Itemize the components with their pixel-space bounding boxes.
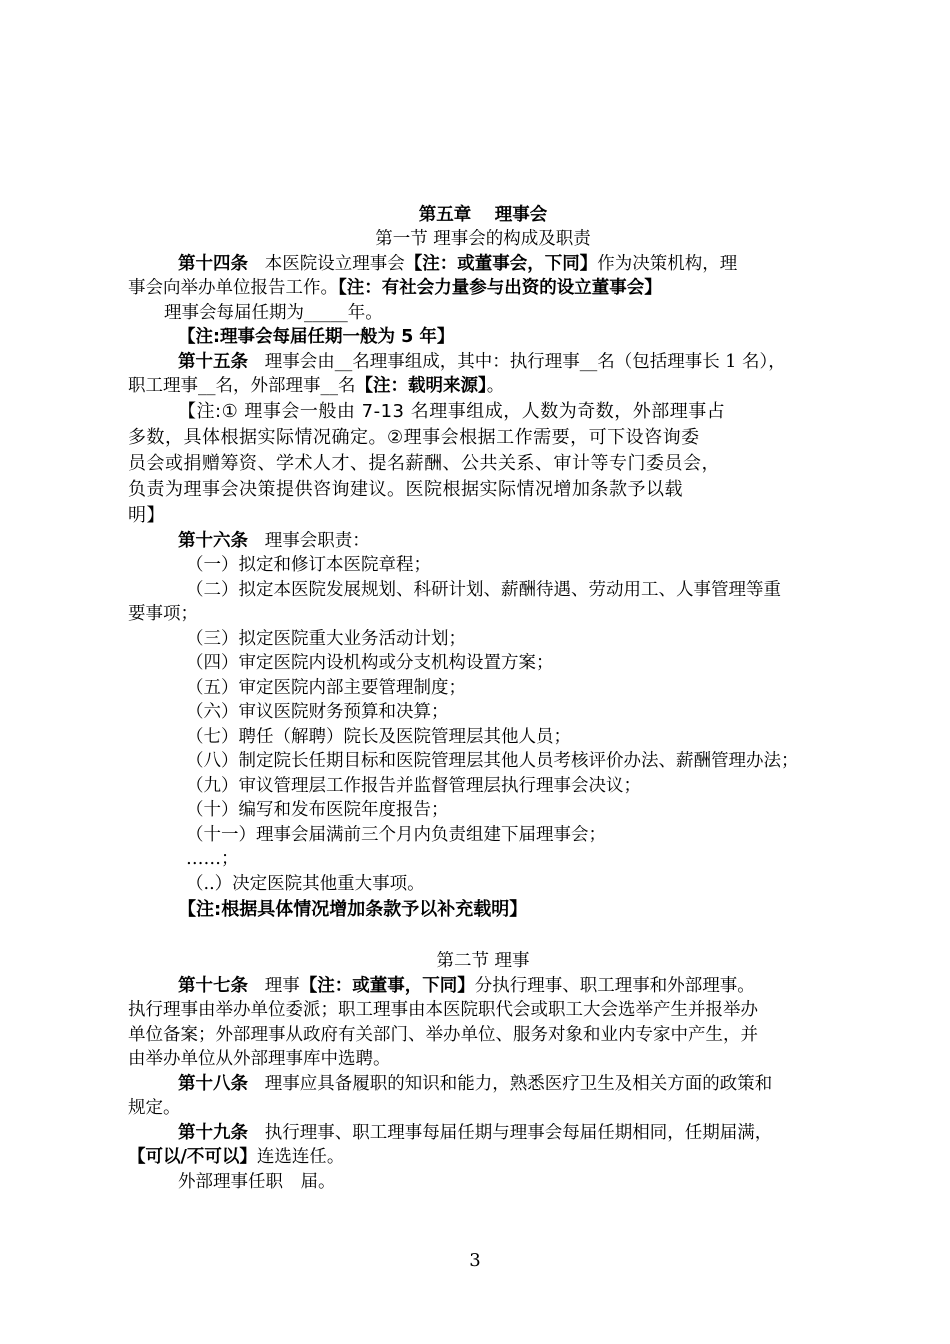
duty-item: （一）拟定和修订本医院章程； bbox=[186, 555, 431, 575]
article-17-line: 单位备案；外部理事从政府有关部门、举办单位、服务对象和业内专家中产生，并 bbox=[128, 1024, 758, 1045]
article-19-line-2 bbox=[128, 1145, 838, 1170]
duty-item: （三）拟定医院重大业务活动计划； bbox=[186, 628, 466, 649]
article-15-note-line: 【注:① 理事会一般由 7-13 名理事组成，人数为奇数，外部理事占 bbox=[178, 400, 726, 422]
section-spacer bbox=[128, 923, 838, 949]
article-text: 职工理事__名，外部理事__名 bbox=[128, 376, 356, 396]
article-16 bbox=[128, 529, 838, 554]
article-14-term-note: 【注:理事会每届任期一般为 5 年】 bbox=[178, 327, 455, 347]
article-text: 分执行理事、职工理事和外部理事。 bbox=[474, 975, 755, 996]
article-18 bbox=[128, 1072, 838, 1097]
article-text: 理事应具备履职的知识和能力，熟悉医疗卫生及相关方面的政策和 bbox=[264, 1073, 773, 1094]
article-19-line-3: 外部理事任职 届。 bbox=[178, 1171, 336, 1192]
article-15 bbox=[128, 350, 838, 375]
article-text: 理事会由__名理事组成，其中：执行理事__名（包括理事长 1 名）， bbox=[264, 351, 786, 372]
article-text: 执行理事、职工理事每届任期与理事会每届任期相同，任期届满， bbox=[264, 1122, 773, 1143]
inline-note: 【注：或董事会，下同】 bbox=[404, 253, 598, 274]
article-text: 事会向举办单位报告工作。 bbox=[128, 278, 338, 298]
duty-item: （六）审议医院财务预算和决算； bbox=[186, 702, 449, 722]
article-18-line-2: 规定。 bbox=[128, 1098, 181, 1118]
inline-note: 【注：载明来源】 bbox=[355, 376, 487, 396]
duty-item: （八）制定院长任期目标和医院管理层其他人员考核评价办法、薪酬管理办法； bbox=[186, 751, 799, 771]
duty-item-ellipsis: ……； bbox=[186, 849, 239, 869]
article-14 bbox=[128, 252, 838, 277]
article-text: 。 bbox=[486, 376, 505, 396]
page-number: 3 bbox=[469, 1250, 481, 1271]
duty-item: （十）编写和发布医院年度报告； bbox=[186, 800, 449, 820]
article-15-note-line: 负责为理事会决策提供咨询建议。医院根据实际情况增加条款予以载 bbox=[128, 478, 683, 500]
section-title: 第二节 理事 bbox=[436, 951, 530, 971]
inline-note: 【注：或董事，下同】 bbox=[299, 975, 475, 996]
chapter-title: 第五章 理事会 bbox=[418, 205, 548, 225]
duty-item: （十一）理事会届满前三个月内负责组建下届理事会； bbox=[186, 824, 606, 845]
duty-item: （四）审定医院内设机构或分支机构设置方案； bbox=[186, 653, 554, 673]
article-text: 作为决策机构，理 bbox=[597, 253, 738, 274]
duty-item: （五）审定医院内部主要管理制度； bbox=[186, 677, 466, 698]
article-text: 连选连任。 bbox=[256, 1147, 345, 1167]
article-14-term: 理事会每届任期为_____年。 bbox=[164, 302, 383, 323]
article-label: 第十四条 bbox=[178, 253, 248, 274]
duty-item-continuation: 要事项； bbox=[128, 604, 198, 624]
inline-note: 【可以/不可以】 bbox=[128, 1147, 257, 1167]
article-17-line: 执行理事由举办单位委派；职工理事由本医院职代会或职工大会选举产生并报举办 bbox=[128, 1000, 758, 1020]
article-17-line: 由举办单位从外部理事库中选聘。 bbox=[128, 1049, 391, 1069]
article-16-note: 【注:根据具体情况增加条款予以补充载明】 bbox=[178, 899, 528, 920]
duty-item: （九）审议管理层工作报告并监督管理层执行理事会决议； bbox=[186, 775, 641, 796]
article-19 bbox=[128, 1121, 838, 1146]
article-17 bbox=[128, 974, 838, 999]
article-15-note-line: 明】 bbox=[128, 504, 165, 526]
article-label: 第十七条 bbox=[178, 975, 248, 996]
article-label: 第十九条 bbox=[178, 1122, 248, 1143]
article-15-note-line: 多数，具体根据实际情况确定。②理事会根据工作需要，可下设咨询委 bbox=[128, 426, 700, 448]
article-label: 第十五条 bbox=[178, 351, 248, 372]
section-title: 第一节 理事会的构成及职责 bbox=[375, 229, 591, 249]
article-14-line-2 bbox=[128, 276, 838, 301]
duty-item: （七）聘任（解聘）院长及医院管理层其他人员； bbox=[186, 726, 571, 747]
article-text: 本医院设立理事会 bbox=[264, 253, 405, 274]
article-15-line-2 bbox=[128, 374, 838, 399]
article-text: 理事 bbox=[264, 975, 300, 996]
duty-item: （..）决定医院其他重大事项。 bbox=[186, 873, 425, 894]
inline-note: 【注：有社会力量参与出资的设立董事会】 bbox=[338, 278, 662, 298]
article-text: 理事会职责： bbox=[264, 530, 370, 551]
duty-item: （二）拟定本医院发展规划、科研计划、薪酬待遇、劳动用工、人事管理等重 bbox=[186, 579, 781, 600]
page-content bbox=[128, 203, 838, 1194]
article-label: 第十八条 bbox=[178, 1073, 248, 1094]
article-15-note-line: 员会或捐赠筹资、学术人才、提名薪酬、公共关系、审计等专门委员会， bbox=[128, 452, 720, 474]
article-label: 第十六条 bbox=[178, 530, 248, 551]
